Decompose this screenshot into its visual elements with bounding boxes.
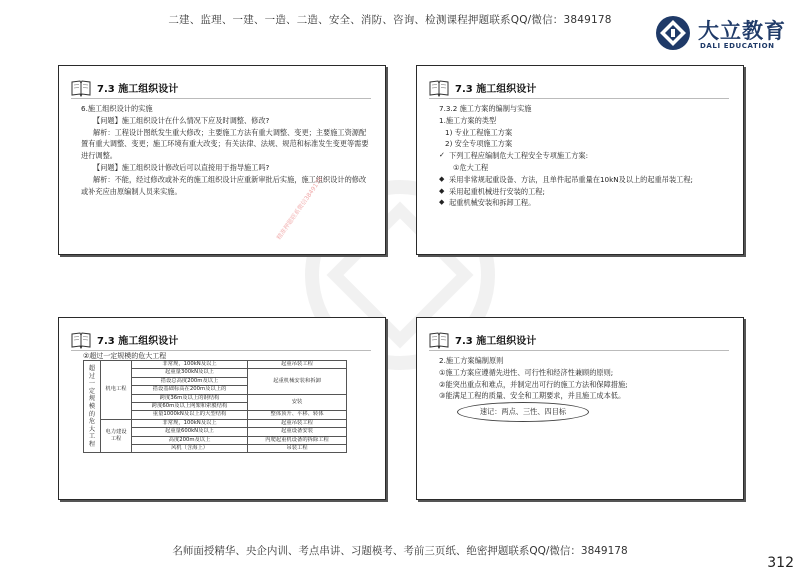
subheading: 1.施工方案的类型 bbox=[439, 115, 497, 125]
table-cell: 整体顶升、平移、转体 bbox=[248, 411, 347, 419]
table-cell: 起重设备安装 bbox=[248, 428, 347, 436]
list-item: 采用非常规起重设备、方法，且单件起吊重量在10kN及以上的起重吊装工程; bbox=[449, 174, 693, 184]
table-row bbox=[84, 361, 347, 369]
list-item: 采用起重机械进行安装的工程; bbox=[449, 186, 545, 196]
question-1: 【问题】施工组织设计在什么情况下应及时调整、修改? bbox=[93, 115, 270, 125]
table-cell: 起重量300kN及以上 bbox=[132, 369, 248, 377]
table-caption: ②超过一定规模的危大工程 bbox=[83, 352, 167, 360]
slide-4 bbox=[416, 317, 744, 500]
logo-chinese: 大立教育 bbox=[698, 19, 786, 43]
answer-1: 解析：工程设计图纸发生重大修改；主要施工方法有重大调整、变更；主要施工资源配置有重大调整、变更；施工环境有重大改变；有关法律、法规、规范和标准发生变更等需要进行调整。 bbox=[81, 127, 369, 161]
memo-bubble: 速记：两点、三性、四目标 bbox=[457, 402, 589, 422]
table-cell: 起重量600kN及以上 bbox=[132, 428, 248, 436]
table-cell: 搭设总高度200m及以上 bbox=[132, 377, 248, 385]
slide-title: 7.3 施工组织设计 bbox=[97, 84, 179, 95]
dali-logo-icon bbox=[654, 14, 692, 52]
diamond-bullet-icon: ◆ bbox=[439, 174, 445, 183]
checkmark-icon: ✓ bbox=[439, 151, 445, 160]
diamond-bullet-icon: ◆ bbox=[439, 198, 445, 207]
slide-title: 7.3 施工组织设计 bbox=[455, 84, 537, 95]
page-number: 312 bbox=[767, 555, 794, 571]
watermark-text: 精准押题联系微信3849178 bbox=[275, 175, 325, 242]
table-cell: 高度200m及以上 bbox=[132, 436, 248, 444]
table-cell: 重量1000kN及以上的大型结构 bbox=[132, 411, 248, 419]
table-cell: 搭设基础标高在200m及以上的 bbox=[132, 386, 248, 394]
question-2: 【问题】施工组织设计修改后可以直接用于指导施工吗? bbox=[93, 162, 270, 172]
slide-body bbox=[439, 355, 729, 402]
list-item: ①施工方案应遵循先进性、可行性和经济性兼顾的原则; bbox=[439, 367, 614, 377]
title-divider bbox=[71, 98, 371, 99]
slide-1 bbox=[58, 65, 386, 255]
slide-title: 7.3 施工组织设计 bbox=[455, 336, 537, 347]
section-heading: 7.3.2 施工方案的编制与实施 bbox=[439, 104, 532, 113]
list-item: 1) 专业工程施工方案 bbox=[445, 127, 513, 137]
book-icon bbox=[71, 79, 91, 97]
list-item: ②能突出重点和难点，并制定出可行的施工方法和保障措施; bbox=[439, 379, 628, 389]
list-item: 起重机械安装和拆卸工程。 bbox=[449, 198, 536, 208]
list-item: 2) 安全专项施工方案 bbox=[445, 139, 513, 149]
slide-2 bbox=[416, 65, 744, 255]
footer-contact-text: 名师面授精华、央企内训、考点串讲、习题模考、考前三页纸、绝密押题联系QQ/微信：3849178 bbox=[172, 545, 628, 557]
title-divider bbox=[429, 98, 729, 99]
slide-body bbox=[439, 103, 729, 209]
table-cell: 起重机械安装和拆卸 bbox=[248, 369, 347, 394]
table-cell: 起重吊装工程 bbox=[248, 419, 347, 427]
book-icon bbox=[429, 331, 449, 349]
list-item: ③能满足工程的质量、安全和工期要求，并且施工成本低。 bbox=[439, 391, 626, 401]
diamond-bullet-icon: ◆ bbox=[439, 186, 445, 195]
header-contact-text: 二建、监理、一建、一造、二造、安全、消防、咨询、检测课程押题联系QQ/微信：3849178 bbox=[168, 14, 612, 26]
table-cell: 风机（含海上） bbox=[132, 445, 248, 453]
category-label: 电力建设工程 bbox=[101, 419, 132, 453]
answer-2: 解析：不能，经过修改或补充的施工组织设计应重新审批后实施，施工组织设计的修改或补充应由原编制人员来实施。 bbox=[81, 174, 367, 196]
section-heading: 6.施工组织设计的实施 bbox=[81, 104, 153, 113]
table-cell: 跨度60m及以上网架和索膜结构 bbox=[132, 403, 248, 411]
list-item: ①危大工程 bbox=[453, 162, 489, 172]
table-cell: 跨度36m及以上的钢结构 bbox=[132, 394, 248, 402]
slide-body bbox=[81, 103, 371, 197]
book-icon bbox=[71, 331, 91, 349]
category-label: 机电工程 bbox=[101, 361, 132, 420]
table-cell: 非常规，100kN及以上 bbox=[132, 419, 248, 427]
danger-project-table bbox=[83, 360, 347, 453]
title-divider bbox=[429, 350, 729, 351]
logo-english: DALI EDUCATION bbox=[700, 42, 775, 50]
table-cell: 起重吊装工程 bbox=[248, 361, 347, 369]
book-icon bbox=[429, 79, 449, 97]
section-heading: 2.施工方案编制原则 bbox=[439, 356, 504, 365]
table-cell: 内爬起重机设备的拆除工程 bbox=[248, 436, 347, 444]
table-cell: 吊装工程 bbox=[248, 445, 347, 453]
slide-title: 7.3 施工组织设计 bbox=[97, 336, 179, 347]
table-cell: 非常规，100kN及以上 bbox=[132, 361, 248, 369]
list-item: 下列工程应编制危大工程安全专项施工方案: bbox=[449, 151, 588, 161]
group-label: 超过一定规模的危大工程 bbox=[84, 361, 101, 453]
table-row bbox=[84, 419, 347, 427]
logo bbox=[654, 14, 794, 54]
slide-3 bbox=[58, 317, 386, 500]
table-cell: 安装 bbox=[248, 394, 347, 411]
